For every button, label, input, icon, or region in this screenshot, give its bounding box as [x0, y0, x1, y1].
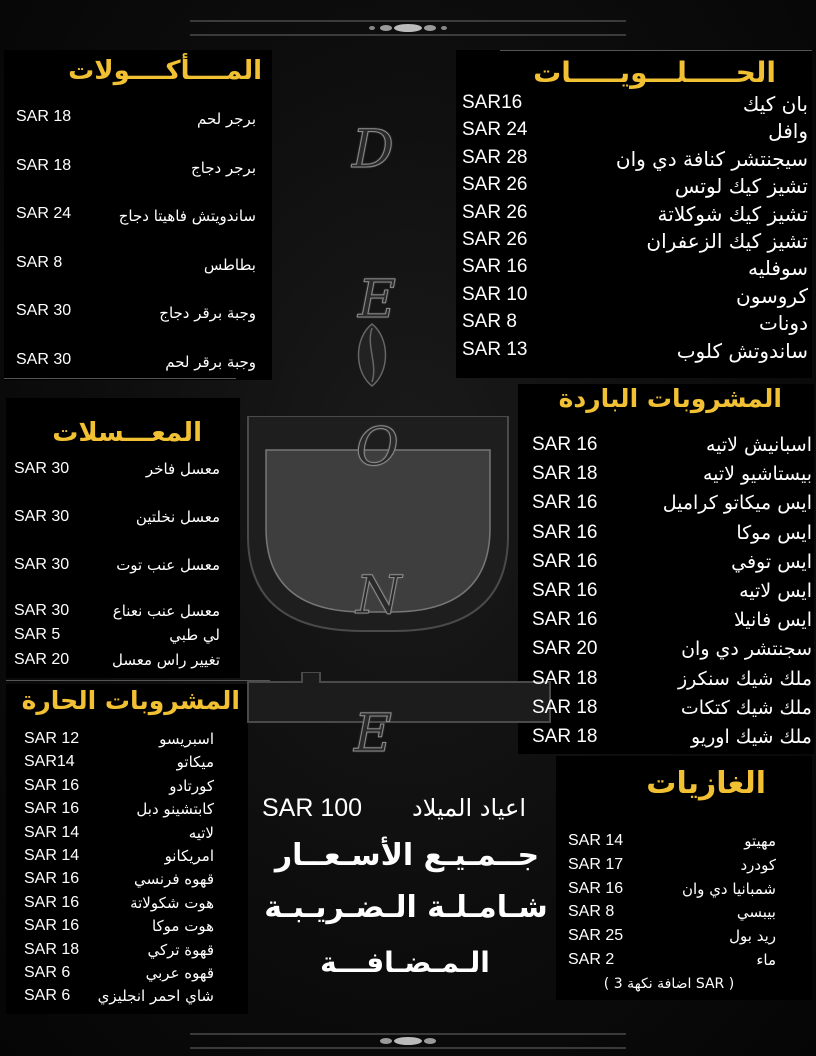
hot-item-name: كابتشينو دبل	[136, 800, 214, 818]
hookah-item	[0, 508, 816, 532]
sweets-item-name: تشيز كيك الزعفران	[646, 229, 808, 253]
sweets-item-price: SAR 10	[462, 284, 528, 305]
hot-item-price: SAR 16	[24, 777, 80, 794]
sweets-item-name: كروسون	[736, 284, 808, 308]
hot-item-price: SAR 14	[24, 824, 80, 841]
birthday-row	[262, 794, 542, 826]
cold-item-name: ايس لاتيه	[739, 580, 812, 602]
cold-item-name: ايس ميكاتو كراميل	[662, 492, 812, 514]
soda-item-price: SAR 17	[568, 856, 624, 873]
soda-item-name: ماء	[756, 951, 776, 969]
sweets-item-name: سوفليه	[747, 256, 808, 280]
soda-title	[646, 766, 766, 801]
food-item	[0, 108, 816, 132]
hot-item-price: SAR 12	[24, 730, 80, 747]
hot-item-name: امريكانو	[164, 847, 214, 865]
soda-item-price: SAR 16	[568, 880, 624, 897]
hookah-item-price: SAR 30	[14, 460, 70, 477]
food-item	[0, 302, 816, 326]
sweets-item-name: وافل	[768, 119, 808, 143]
cold-item-price: SAR 16	[532, 522, 598, 543]
soda-item-price: SAR 25	[568, 927, 624, 944]
food-item-price: SAR 24	[16, 205, 72, 222]
sweets-item-price: SAR 16	[462, 256, 528, 277]
hot-title	[22, 686, 240, 715]
tax-line-1: جــمـيـع الأسـعــار	[274, 838, 540, 873]
cold-item-name: ايس فانيلا	[733, 609, 812, 631]
hot-item-price: SAR 18	[24, 941, 80, 958]
cold-item-price: SAR 18	[532, 726, 598, 747]
sweets-item-name: ساندوتش كلوب	[676, 339, 808, 363]
food-item	[0, 157, 816, 181]
sweets-item-name: تشيز كيك شوكلاتة	[657, 202, 808, 226]
soda-item-price: SAR 8	[568, 903, 615, 920]
hot-item-price: SAR 6	[24, 964, 71, 981]
hot-item-name: هوت موكا	[151, 917, 214, 935]
hot-item-price: SAR 16	[24, 870, 80, 887]
hookah-title-text: المعـــسلات	[52, 418, 202, 448]
hookah-item	[0, 602, 816, 626]
bottom-ornament	[190, 1020, 626, 1056]
cold-item	[0, 580, 816, 604]
sweets-item-price: SAR 24	[462, 119, 528, 140]
hookah-item-price: SAR 20	[14, 651, 70, 668]
food-item-name: وجبة برقر دجاج	[159, 304, 256, 322]
cold-item-name: سجنتشر دي وان	[681, 638, 812, 660]
sweets-item-price: SAR 8	[462, 311, 517, 332]
cold-title	[559, 384, 782, 413]
hookah-item-price: SAR 30	[14, 602, 70, 619]
hookah-item	[0, 651, 816, 675]
hot-item-price: SAR14	[24, 753, 75, 770]
hot-item	[0, 730, 816, 754]
food-item	[0, 254, 816, 278]
sweets-item-name: بان كيك	[742, 92, 808, 116]
hot-item-name: كورتادو	[169, 777, 214, 795]
food-title	[68, 56, 262, 86]
cold-title-text: المشروبات الباردة	[558, 384, 782, 413]
hot-item-name: قهوه فرنسي	[134, 870, 214, 888]
cold-item-price: SAR 18	[532, 697, 598, 718]
hot-item-price: SAR 14	[24, 847, 80, 864]
hot-item-name: هوت شكولاتة	[130, 894, 214, 912]
cold-item-price: SAR 20	[532, 638, 598, 659]
hookah-item-name: معسل عنب توت	[116, 556, 220, 574]
cold-item-name: ايس موكا	[736, 522, 812, 544]
cold-item-name: اسبانيش لاتيه	[705, 434, 812, 456]
sweets-item-price: SAR 26	[462, 174, 528, 195]
soda-title-text: الغازيات	[646, 766, 766, 801]
hot-title-text: المشروبات الحارة	[21, 686, 240, 715]
hookah-title	[52, 418, 202, 448]
logo-letter-o: O	[356, 418, 399, 478]
soda-item-price: SAR 14	[568, 832, 624, 849]
hookah-item-name: لي طبي	[169, 626, 220, 644]
cold-item-name: بيستاشيو لاتيه	[702, 463, 812, 485]
soda-item-name: بيبسي	[736, 903, 776, 921]
cold-item-price: SAR 18	[532, 668, 598, 689]
food-item-price: SAR 8	[16, 254, 63, 271]
sweets-title-text: الحـــــلـــويـــــات	[533, 56, 776, 89]
cold-item-price: SAR 18	[532, 463, 598, 484]
hookah-item	[0, 460, 816, 484]
food-item-price: SAR 30	[16, 351, 72, 368]
hookah-item-name: تغيير راس معسل	[111, 651, 220, 669]
food-item-name: وجبة برقر لحم	[165, 353, 256, 371]
soda-item-name: كودرد	[740, 856, 776, 874]
logo-letter-n: N	[356, 566, 402, 626]
sweets-item-price: SAR16	[462, 92, 523, 113]
food-item-price: SAR 18	[16, 108, 72, 125]
logo-letter-d: D	[352, 120, 394, 180]
hot-item-name: اسبريسو	[159, 730, 214, 748]
cold-item-name: ملك شيك سنكرز	[677, 668, 812, 690]
hookah-item-name: معسل نخلتين	[135, 508, 220, 526]
hookah-item-price: SAR 5	[14, 626, 61, 643]
sweets-item-name: دونات	[758, 311, 808, 335]
soda-item-price: SAR 2	[568, 951, 615, 968]
hot-item-name: شاي احمر انجليزي	[97, 987, 214, 1005]
sweets-item-price: SAR 26	[462, 202, 528, 223]
food-item-name: برجر لحم	[196, 110, 256, 128]
sweets-item-name: تشيز كيك لوتس	[674, 174, 808, 198]
hot-item-price: SAR 16	[24, 800, 80, 817]
divider-sweets	[500, 50, 812, 51]
food-item-name: برجر دجاج	[191, 159, 256, 177]
tax-line-3: الـمـضـافـــة	[320, 946, 490, 979]
cold-item-name: ملك شيك اوريو	[691, 726, 812, 748]
sweets-item-price: SAR 13	[462, 339, 528, 360]
hot-item-price: SAR 16	[24, 894, 80, 911]
top-ornament	[190, 4, 626, 44]
food-item-price: SAR 18	[16, 157, 72, 174]
logo-letter-e2: E	[354, 704, 392, 764]
cold-item-name: ايس توفي	[731, 551, 812, 573]
soda-item-name: شمبانيا دي وان	[682, 880, 776, 898]
food-item-name: ساندويتش فاهيتا دجاج	[118, 207, 256, 225]
cold-item-price: SAR 16	[532, 551, 598, 572]
sweets-item-name: سيجنتشر كنافة دي وان	[615, 147, 808, 171]
hot-item-name: قهوه عربي	[145, 964, 214, 982]
sweets-title	[533, 56, 776, 89]
hot-item-name: ميكاتو	[176, 753, 214, 771]
soda-item-name: مهيتو	[744, 832, 776, 850]
hot-item-name: قهوة تركي	[147, 941, 214, 959]
hookah-item-name: معسل فاخر	[145, 460, 220, 478]
food-item	[0, 205, 816, 229]
divider-food	[4, 378, 236, 379]
sweets-item-price: SAR 28	[462, 147, 528, 168]
food-title-text: المــــأكــــولات	[68, 56, 262, 86]
cold-item-price: SAR 16	[532, 434, 598, 455]
hookah-item	[0, 626, 816, 650]
soda-note: ( اضافة نكهة 3 SAR )	[603, 976, 735, 992]
food-item-price: SAR 30	[16, 302, 72, 319]
tax-line-2: شـامـلـة الـضـريـبـة	[264, 890, 548, 925]
sweets-item-price: SAR 26	[462, 229, 528, 250]
food-item	[0, 351, 816, 375]
cold-item-price: SAR 16	[532, 492, 598, 513]
food-item-name: بطاطس	[203, 256, 256, 274]
hookah-item-price: SAR 30	[14, 508, 70, 525]
hot-item-name: لاتيه	[188, 824, 214, 842]
birthday-label: اعياد الميلاد	[412, 794, 526, 822]
sweets-item	[0, 229, 816, 253]
cold-item-price: SAR 16	[532, 609, 598, 630]
logo-letter-e: E	[358, 270, 396, 330]
hot-item-price: SAR 16	[24, 917, 80, 934]
hot-item-price: SAR 6	[24, 987, 71, 1004]
hookah-item	[0, 556, 816, 580]
hookah-item-price: SAR 30	[14, 556, 70, 573]
birthday-price: SAR 100	[262, 794, 363, 822]
cold-item-price: SAR 16	[532, 580, 598, 601]
cold-item-name: ملك شيك كتكات	[680, 697, 812, 719]
soda-item-name: ريد بول	[729, 927, 776, 945]
hookah-item-name: معسل عنب نعناع	[112, 602, 220, 620]
